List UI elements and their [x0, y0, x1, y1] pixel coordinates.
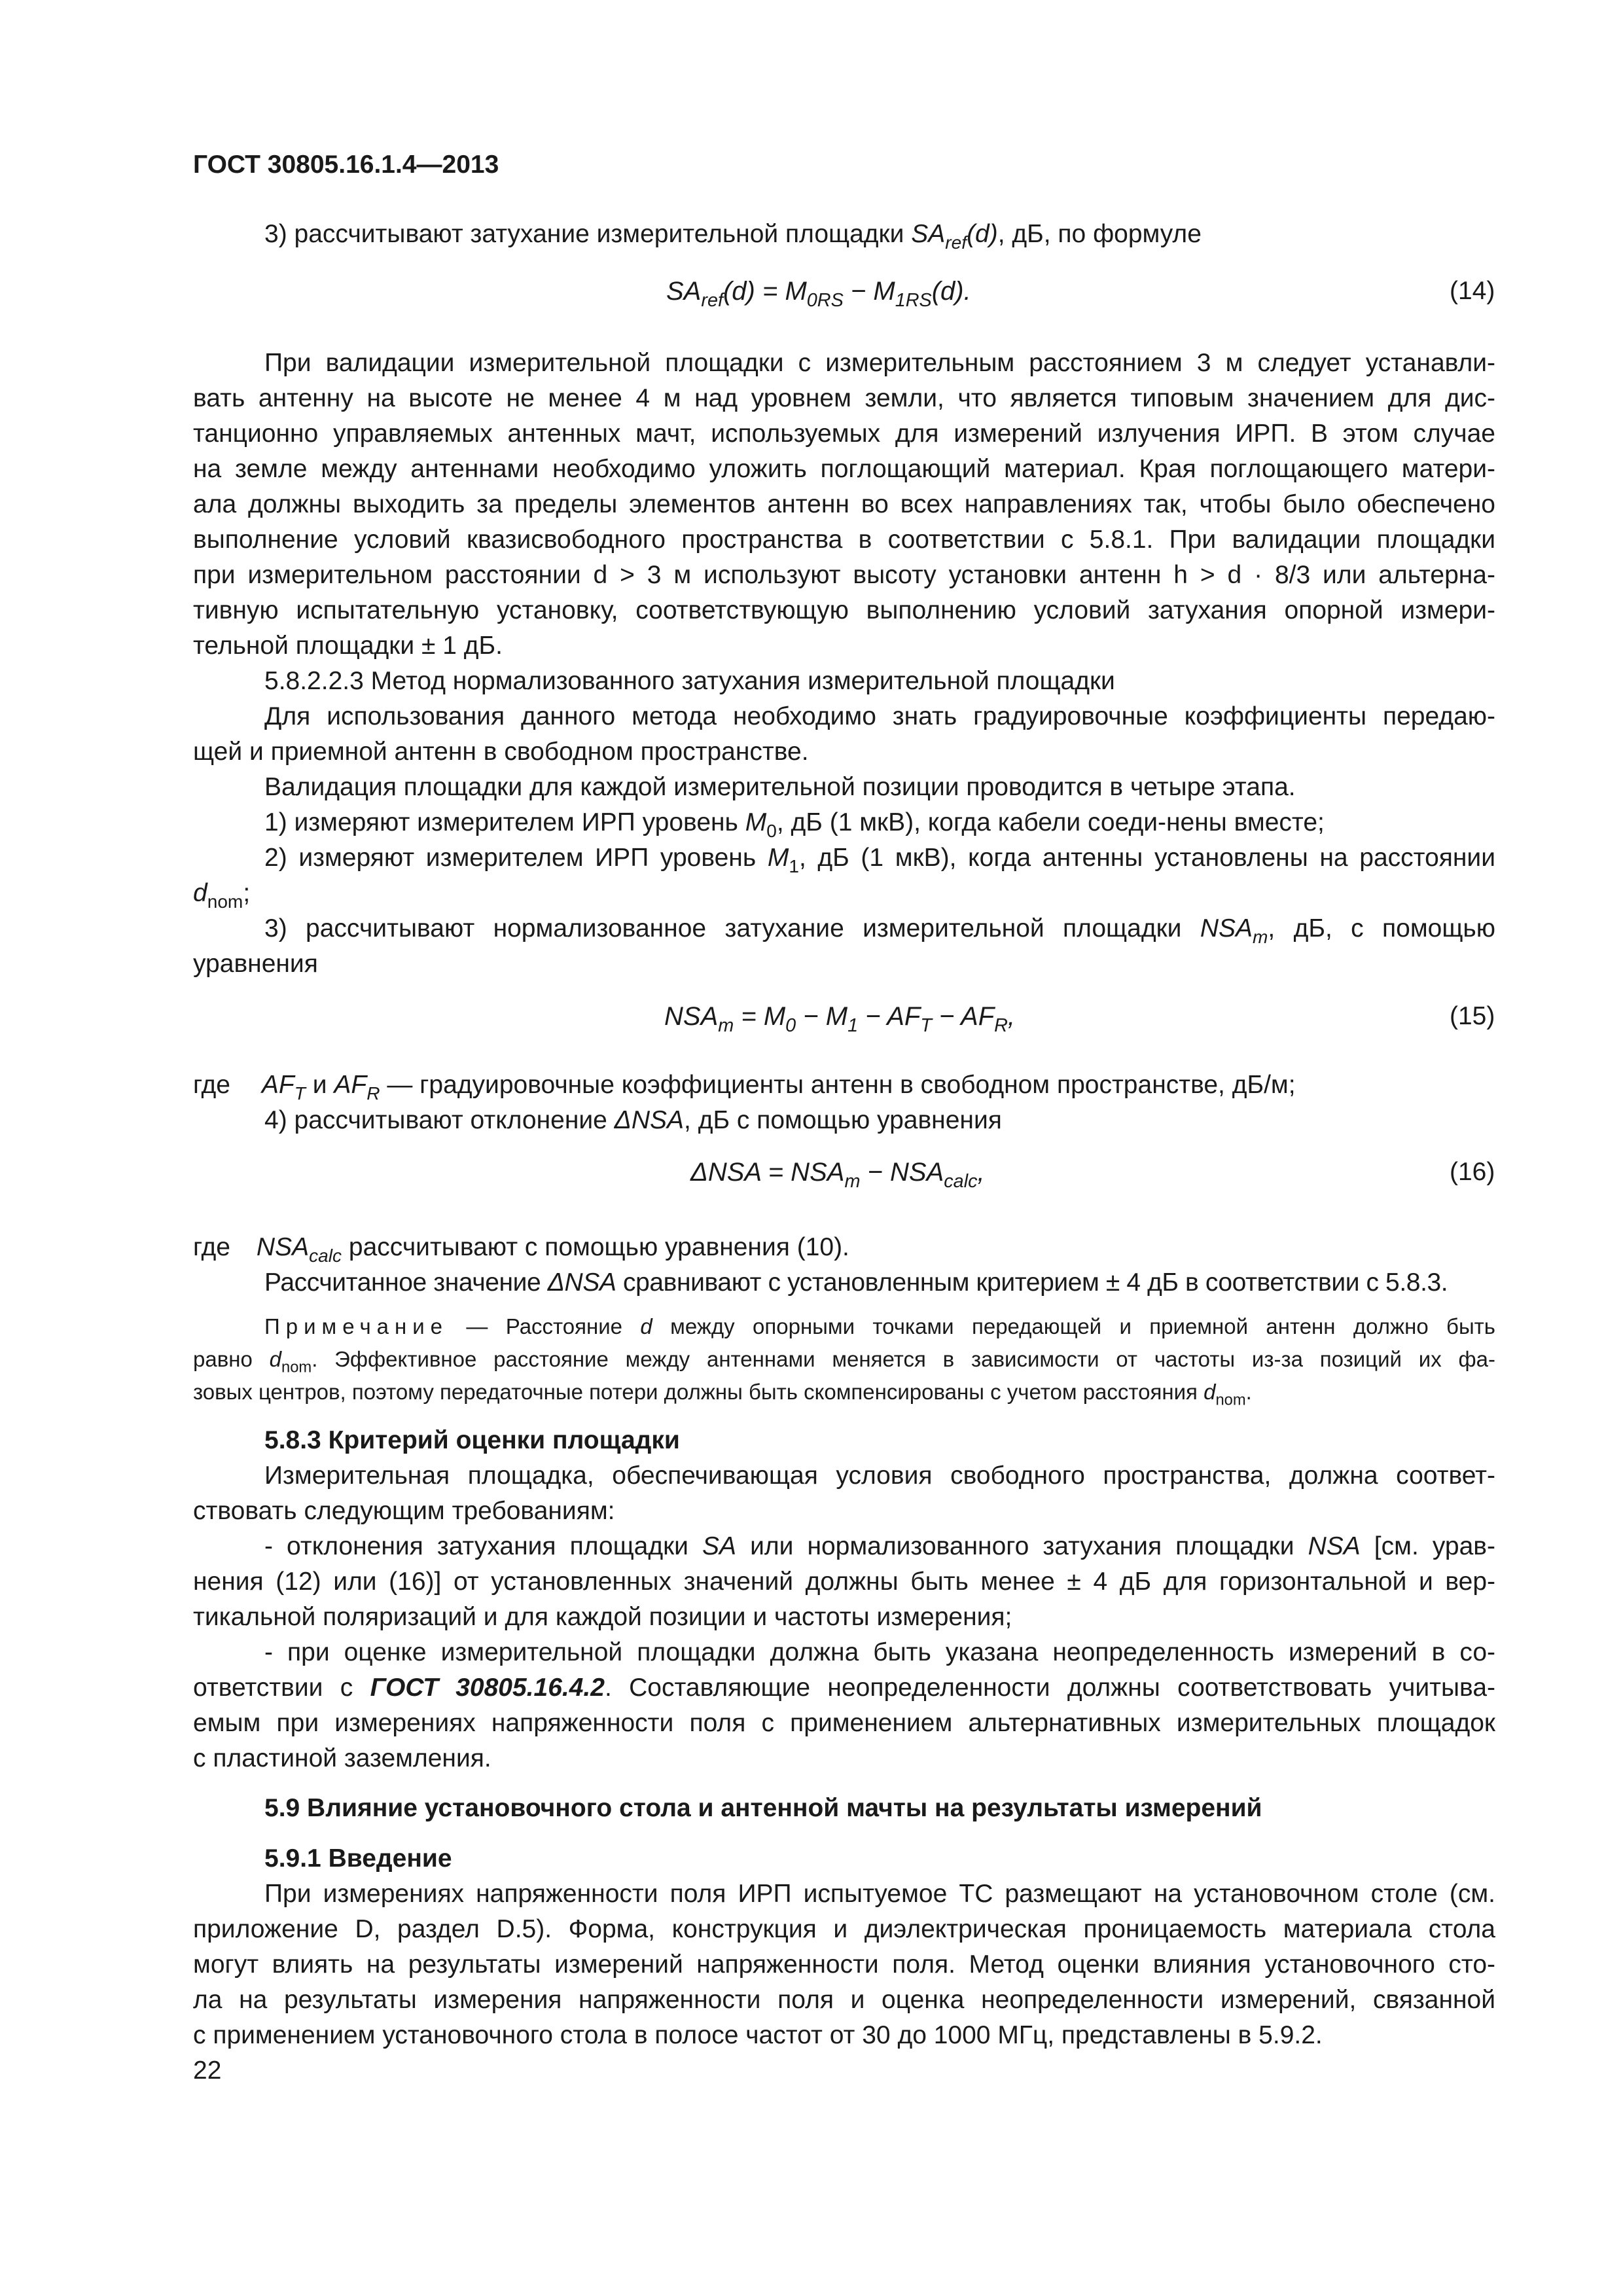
paragraph-line: Измерительная площадка, обеспечивающая условия свободного пространства, должна соответ- [264, 1462, 1495, 1490]
paragraph-line: тельной площадки ± 1 дБ. [193, 632, 503, 660]
bullet-2-line-1: - при оценке измерительной площадки должна быть указана неопределенность измерений в со- [264, 1638, 1495, 1666]
paragraph-line: на земле между антеннами необходимо уложить поглощающий материал. Края поглощающего матери- [193, 455, 1495, 483]
section-heading-5-9-1: 5.9.1 Введение [264, 1844, 452, 1873]
step-2: 2) измеряют измерителем ИРП уровень $M_1$, дБ (1 мкВ), когда антенны установлены на расстоянии [264, 844, 1495, 876]
paragraph-line: Для использования данного метода необходимо знать градуировочные коэффициенты передаю- [264, 702, 1495, 730]
step-4: 4) рассчитывают отклонение ΔNSA, дБ с помощью уравнения [264, 1106, 1002, 1134]
paragraph-line: при измерительном расстоянии d > 3 м используют высоту установки антенн h > d · 8/3 или альтерна- [193, 561, 1495, 589]
bullet-1-line-1: - отклонения затухания площадки SA или нормализованного затухания площадки NSA [см. урав- [264, 1532, 1495, 1560]
bullet-2-line-3: емым при измерениях напряженности поля с применением альтернативных измерительных площадок [193, 1709, 1495, 1737]
compare-line: Рассчитанное значение ΔNSA сравнивают с установленным критерием ± 4 дБ в соответствии с 5.8.3. [264, 1268, 1448, 1297]
equation-number-15: (15) [1450, 1002, 1495, 1030]
step3-intro-line: 3) рассчитывают затухание измерительной площадки $SA_{ref}(d)$, дБ, по формуле [264, 220, 1202, 253]
bullet-2-line-4: с пластиной заземления. [193, 1744, 491, 1772]
paragraph-line: приложение D, раздел D.5). Форма, конструкция и диэлектрическая проницаемость материала стола [193, 1915, 1495, 1943]
step-3: 3) рассчитывают нормализованное затухание измерительной площадки $NSA_m$, дБ, с помощью [264, 914, 1496, 947]
bullet-1-line-3: тикальной поляризаций и для каждой позиции и частоты измерения; [193, 1603, 1012, 1631]
where-16: где $NSA_{calc}$ рассчитывают с помощью уравнения (10). [193, 1233, 849, 1266]
paragraph-line: При валидации измерительной площадки с измерительным расстоянием 3 м следует устанавли- [264, 349, 1495, 377]
paragraph-line: При измерениях напряженности поля ИРП испытуемое ТС размещают на установочном столе (см. [264, 1880, 1495, 1908]
paragraph-line: с применением установочного стола в полосе частот от 30 до 1000 МГц, представлены в 5.9.2. [193, 2021, 1323, 2049]
paragraph-line: ла на результаты измерения напряженности поля и оценка неопределенности измерений, связанной [193, 1986, 1495, 2014]
paragraph-line: вать антенну на высоте не менее 4 м над уровнем земли, что является типовым значением для дис- [193, 384, 1495, 412]
step-1: 1) измеряют измерителем ИРП уровень $M_0$, дБ (1 мкВ), когда кабели соеди-нены вместе; [264, 808, 1325, 841]
where-15: где $AF_T$ и $AF_R$ — градуировочные коэффициенты антенн в свободном пространстве, дБ/м; [193, 1071, 1296, 1103]
equation-number-14: (14) [1450, 277, 1495, 305]
paragraph-line: танционно управляемых антенных мачт, используемых для измерений излучения ИРП. В этом случае [193, 420, 1495, 448]
paragraph-line: тивную испытательную установку, соответствующую выполнению условий затухания опорной измери- [193, 596, 1495, 624]
paragraph-line: ала должны выходить за пределы элементов антенн во всех направлениях так, чтобы было обеспечено [193, 490, 1495, 518]
note-line-1: Примечание — Расстояние d между опорными точками передающей и приемной антенн должно быть [264, 1314, 1495, 1338]
paragraph-line: выполнение условий квазисвободного пространства в соответствии с 5.8.1. При валидации площадки [193, 526, 1495, 554]
gost-reference: ГОСТ 30805.16.4.2 [370, 1674, 605, 1702]
bullet-1-line-2: нения (12) или (16)] от установленных значений должны быть менее ± 4 дБ для горизонтальной и вер- [193, 1568, 1495, 1596]
step-2-continuation: $d_{nom}$; [193, 879, 251, 912]
formula-16: $\Delta NSA = NSA_m - NSA_{calc}$, [690, 1158, 985, 1193]
paragraph-line: могут влиять на результаты измерений напряженности поля. Метод оценки влияния установочного сто- [193, 1950, 1495, 1979]
formula-15: $NSA_m = M_0 - M_1 - AF_T - AF_R$, [664, 1002, 1016, 1037]
bullet-2-line-2: ответствии с ГОСТ 30805.16.4.2. Составляющие неопределенности должны соответствовать учитыва- [193, 1674, 1495, 1702]
note-label: Примечание [264, 1314, 449, 1338]
paragraph-line: ствовать следующим требованиям: [193, 1497, 615, 1525]
equation-number-16: (16) [1450, 1158, 1495, 1186]
note-line-3: зовых центров, поэтому передаточные потери должны быть скомпенсированы с учетом расстояния $d_{nom}$. [193, 1380, 1252, 1409]
formula-14: $SA_{ref}(d) = M_{0RS} - M_{1RS}(d)$. [666, 277, 971, 312]
section-heading-5-8-3: 5.8.3 Критерий оценки площадки [264, 1426, 680, 1454]
page-number: 22 [193, 2056, 222, 2085]
document-header: ГОСТ 30805.16.1.4—2013 [193, 151, 499, 179]
section-heading-5-9: 5.9 Влияние установочного стола и антенной мачты на результаты измерений [264, 1794, 1262, 1822]
step-3-continuation: уравнения [193, 950, 318, 978]
note-line-2: равно $d_{nom}$. Эффективное расстояние между антеннами меняется в зависимости от частоты из-за позиций их фа- [193, 1347, 1495, 1376]
subsection-heading: 5.8.2.2.3 Метод нормализованного затухания измерительной площадки [264, 667, 1115, 695]
paragraph-line: щей и приемной антенн в свободном пространстве. [193, 738, 809, 766]
paragraph-line: Валидация площадки для каждой измерительной позиции проводится в четыре этапа. [264, 773, 1296, 801]
